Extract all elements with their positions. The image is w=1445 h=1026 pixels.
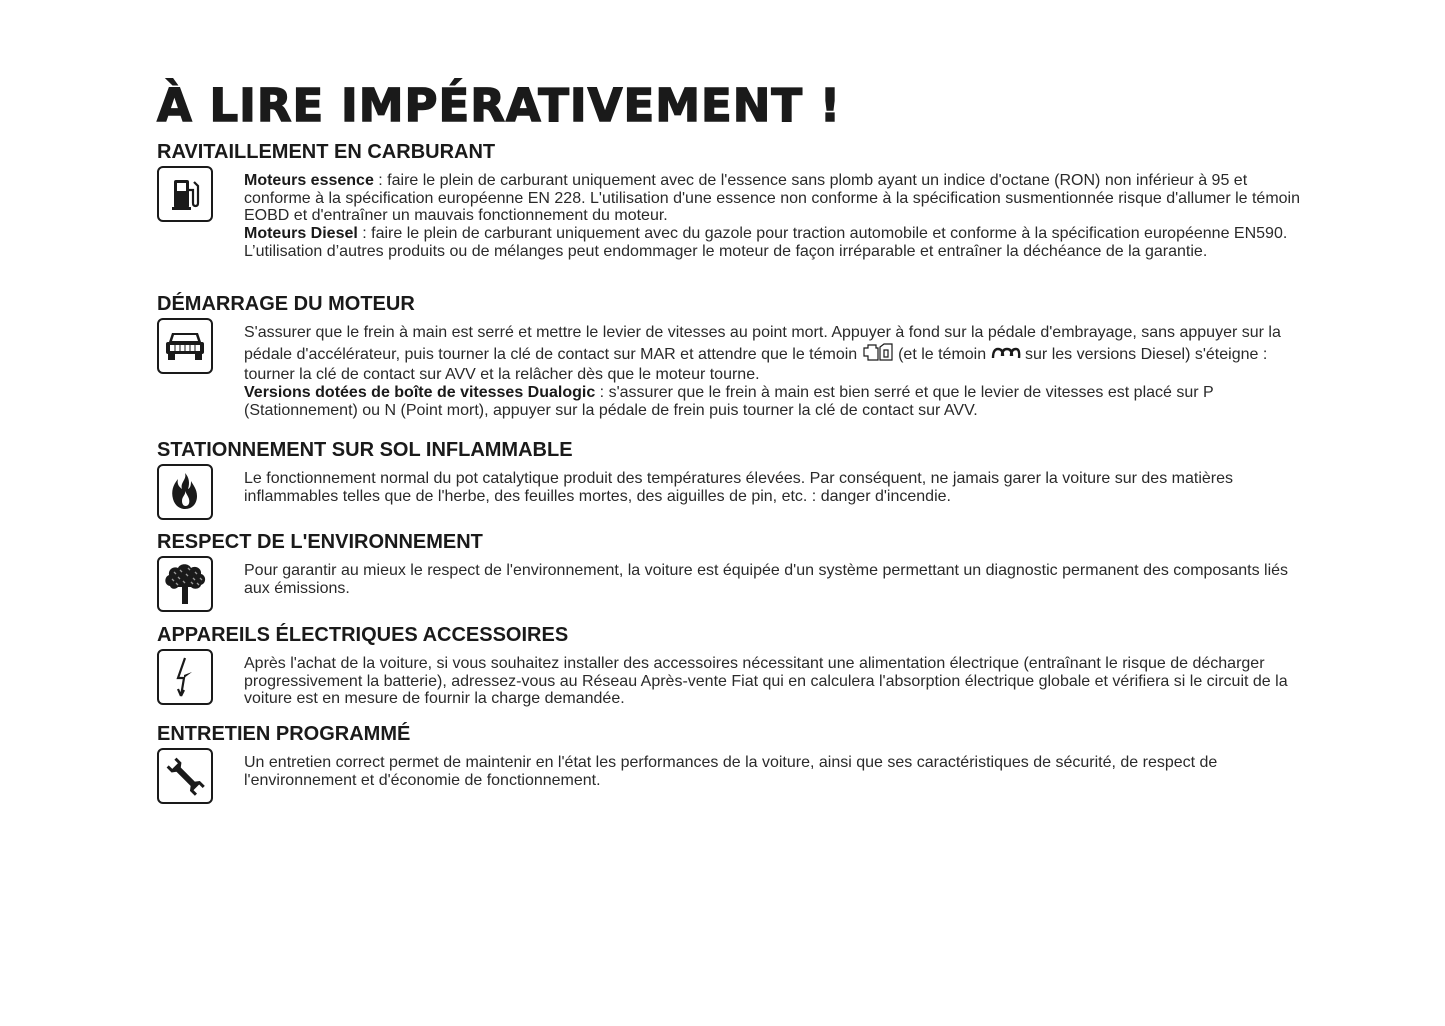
paragraph-text: : s'assurer que le frein à main est bien serré et que le levier de vitesses est placé sur P (Stationnement) ou N (Point mort), appuyer sur la pédale de frein puis tourner la clé de contact sur AVV. [244,384,1214,419]
tree-icon [157,556,213,612]
fuel-pump-icon [157,166,213,222]
section-body [244,470,1310,505]
bold-label: Moteurs Diesel [244,225,358,243]
paragraph-text: : faire le plein de carburant uniquement avec de l'essence sans plomb ayant un indice d'octane (RON) non inférieur à 95 et conforme à la spécification européenne EN 228. L'utilisation d'une essence non conforme à la spécification susmentionnée risque d'allumer le témoin EOBD et d'entraîner un mauvais fonctionnement du moteur. [244,172,1301,225]
paragraph [244,324,1310,384]
paragraph [244,384,1310,419]
section-appareils [157,623,1307,708]
section-heading: DÉMARRAGE DU MOTEUR [157,293,415,315]
paragraph-text: : faire le plein de carburant uniquement avec du gazole pour traction automobile et conforme à la spécification européenne EN590. L’utilisation d’autres produits ou de mélanges peut endommager le moteur de façon irréparable et entraîner la déchéance de la garantie. [244,225,1288,260]
wrench-icon [157,748,213,804]
bold-label: Moteurs essence [244,172,374,189]
section-heading: APPAREILS ÉLECTRIQUES ACCESSOIRES [157,624,569,646]
glow-plug-icon [991,346,1021,367]
section-heading: RAVITAILLEMENT EN CARBURANT [157,141,496,163]
engine-warning-icon [862,342,894,367]
paragraph [244,172,1310,225]
section-environnement [157,530,1307,597]
paragraph-text: S'assurer que le frein à main est serré et mettre le levier de vitesses au point mort. Appuyer à fond sur la pédale d'embrayage, sans appuyer sur la pédale d'accélérateur, puis tourner la clé de contact sur MAR et attendre que le témoin [244,324,1281,363]
paragraph-text: sur les versions Diesel) s'éteigne : tourner la clé de contact sur AVV et la relâcher dès que le moteur tourne. [244,345,1268,384]
section-body [244,562,1310,597]
paragraph [244,225,1310,260]
paragraph: Après l'achat de la voiture, si vous souhaitez installer des accessoires nécessitant une alimentation électrique (entraînant le risque de décharger progressivement la batterie), adressez-vous au Réseau Après-vente Fiat qui en calculera l'absorption électrique globale et vérifiera si le circuit de la voiture est en mesure de fournir la charge demandée. [244,655,1288,708]
section-heading: ENTRETIEN PROGRAMMÉ [157,723,411,745]
section-demarrage [157,292,1307,419]
paragraph: Un entretien correct permet de maintenir en l'état les performances de la voiture, ainsi que ses caractéristiques de sécurité, de respect de l'environnement et d'économie de fonctionnement. [244,754,1218,789]
section-body [244,655,1310,708]
section-stationnement [157,438,1307,505]
paragraph-text: (et le témoin [893,345,991,363]
car-front-icon [157,318,213,374]
section-body [244,172,1310,261]
section-entretien [157,722,1307,789]
section-heading: STATIONNEMENT SUR SOL INFLAMMABLE [157,439,573,461]
paragraph: Le fonctionnement normal du pot catalytique produit des températures élevées. Par conséquent, ne jamais garer la voiture sur des matières inflammables telles que de l'herbe, des feuilles mortes, des aiguilles de pin, etc. : danger d'incendie. [244,470,1233,505]
section-body [244,754,1310,789]
section-ravitaillement [157,140,1307,260]
section-body [244,324,1310,420]
lightning-icon [157,649,213,705]
paragraph: Pour garantir au mieux le respect de l'environnement, la voiture est équipée d'un système permettant un diagnostic permanent des composants liés aux émissions. [244,562,1289,597]
bold-label: Versions dotées de boîte de vitesses Dualogic [244,384,596,402]
page-title: À LIRE IMPÉRATIVEMENT ! [157,79,842,132]
flame-icon [157,464,213,520]
section-heading: RESPECT DE L'ENVIRONNEMENT [157,531,483,553]
